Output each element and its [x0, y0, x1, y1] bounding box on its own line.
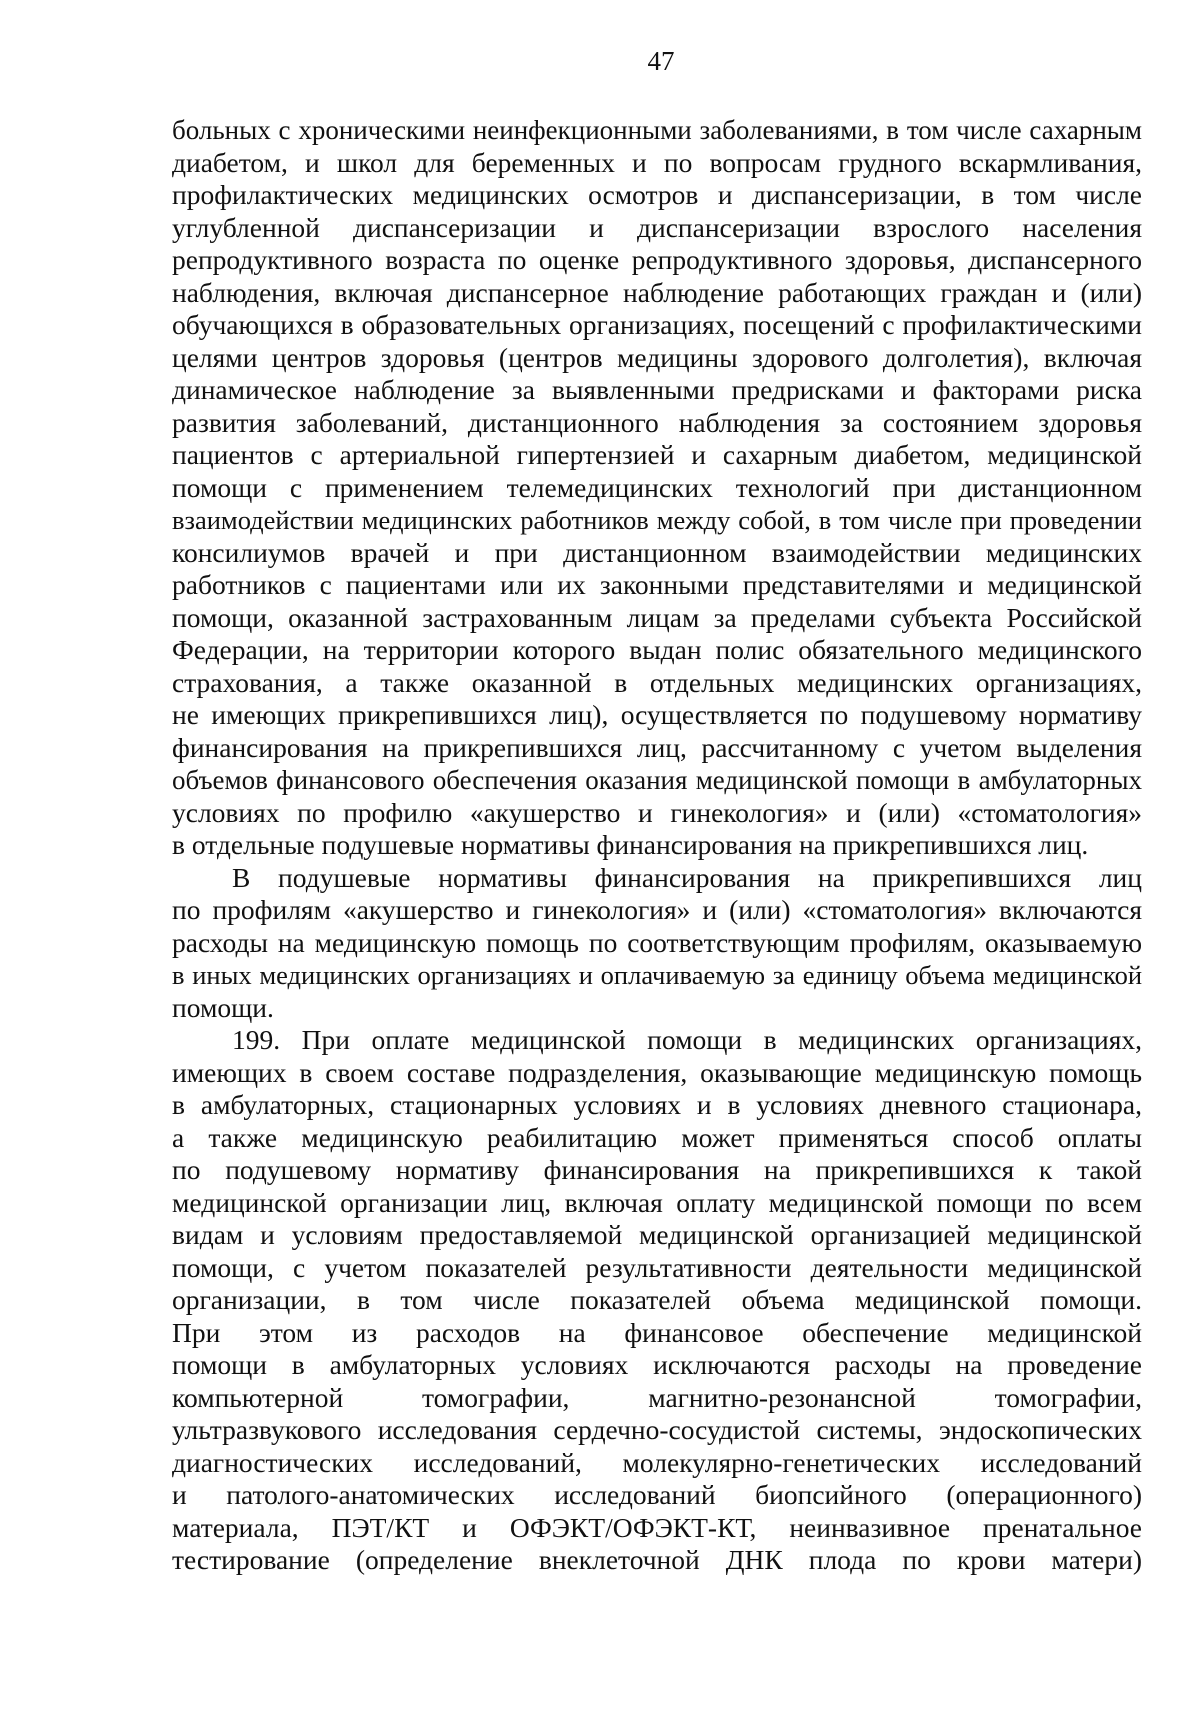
page-number: 47 — [647, 46, 675, 76]
text-line: наблюдения, включая диспансерное наблюдение работающих граждан и (или) — [172, 276, 1142, 308]
text-line: обучающихся в образовательных организациях, посещений с профилактическими — [172, 309, 1142, 340]
text-line: в амбулаторных, стационарных условиях и в условиях дневного стационара, — [172, 1089, 1142, 1120]
text-line: и патолого-анатомических исследований биопсийного (операционного) — [172, 1479, 1142, 1510]
text-line: страхования, а также оказанной в отдельных медицинских организациях, — [172, 666, 1142, 698]
text-line: репродуктивного возраста по оценке репродуктивного здоровья, диспансерного — [172, 244, 1142, 275]
text-line: в отдельные подушевые нормативы финансирования на прикрепившихся лиц. — [172, 829, 1089, 860]
text-line: имеющих в своем составе подразделения, оказывающие медицинскую помощь — [172, 1056, 1142, 1088]
text-line: финансирования на прикрепившихся лиц, рассчитанному с учетом выделения — [172, 731, 1142, 763]
text-line: по профилям «акушерство и гинекология» и (или) «стоматология» включаются — [172, 894, 1142, 925]
text-line: развития заболеваний, дистанционного наблюдения за состоянием здоровья — [172, 406, 1142, 438]
text-line: компьютерной томографии, магнитно-резонансной томографии, — [172, 1381, 1142, 1413]
text-line: консилиумов врачей и при дистанционном взаимодействии медицинских — [172, 536, 1142, 568]
body-text — [172, 114, 1142, 1577]
text-line: помощи. — [172, 991, 274, 1023]
text-line: В подушевые нормативы финансирования на прикрепившихся лиц — [232, 861, 1142, 893]
text-line: ультразвукового исследования сердечно-сосудистой системы, эндоскопических — [172, 1414, 1142, 1445]
text-line: работников с пациентами или их законными представителями и медицинской — [172, 569, 1142, 600]
text-line: При этом из расходов на финансовое обеспечение медицинской — [172, 1316, 1142, 1348]
text-line: объемов финансового обеспечения оказания медицинской помощи в амбулаторных — [172, 765, 1142, 795]
text-line: помощи, с учетом показателей результативности деятельности медицинской — [172, 1251, 1142, 1283]
text-line: помощи в амбулаторных условиях исключаются расходы на проведение — [172, 1349, 1142, 1380]
text-line: условиях по профилю «акушерство и гинекология» и (или) «стоматология» — [172, 796, 1142, 828]
text-line: организации, в том числе показателей объема медицинской помощи. — [172, 1284, 1142, 1315]
text-line: динамическое наблюдение за выявленными предрисками и факторами риска — [172, 374, 1142, 405]
text-line: а также медицинскую реабилитацию может применяться способ оплаты — [172, 1121, 1142, 1153]
text-line: не имеющих прикрепившихся лиц), осуществляется по подушевому нормативу — [172, 699, 1142, 730]
text-line: взаимодействии медицинских работников между собой, в том числе при проведении — [172, 505, 1142, 535]
text-line: помощи с применением телемедицинских технологий при дистанционном — [172, 471, 1142, 503]
text-line: по подушевому нормативу финансирования на прикрепившихся к такой — [172, 1154, 1142, 1185]
text-line: видам и условиям предоставляемой медицинской организацией медицинской — [172, 1219, 1142, 1250]
text-line: материала, ПЭТ/КТ и ОФЭКТ/ОФЭКТ-КТ, неинвазивное пренатальное — [172, 1511, 1142, 1543]
text-line: больных с хроническими неинфекционными заболеваниями, в том числе сахарным — [172, 115, 1142, 145]
text-line: в иных медицинских организациях и оплачиваемую за единицу объема медицинской — [172, 960, 1142, 990]
text-line: углубленной диспансеризации и диспансеризации взрослого населения — [172, 211, 1142, 243]
text-line: пациентов с артериальной гипертензией и сахарным диабетом, медицинской — [172, 439, 1142, 470]
text-line: профилактических медицинских осмотров и диспансеризации, в том числе — [172, 179, 1142, 210]
text-line: целями центров здоровья (центров медицины здорового долголетия), включая — [172, 341, 1142, 373]
text-line: тестирование (определение внеклеточной ДНК плода по крови матери) — [172, 1544, 1142, 1575]
text-line: диабетом, и школ для беременных и по вопросам грудного вскармливания, — [172, 146, 1142, 178]
text-line: 199. При оплате медицинской помощи в медицинских организациях, — [232, 1024, 1142, 1055]
text-line: расходы на медицинскую помощь по соответствующим профилям, оказываемую — [172, 926, 1142, 958]
text-line: медицинской организации лиц, включая оплату медицинской помощи по всем — [172, 1186, 1142, 1218]
text-line: диагностических исследований, молекулярно-генетических исследований — [172, 1446, 1142, 1478]
text-line: Федерации, на территории которого выдан полис обязательного медицинского — [172, 634, 1142, 665]
text-line: помощи, оказанной застрахованным лицам за пределами субъекта Российской — [172, 601, 1142, 633]
